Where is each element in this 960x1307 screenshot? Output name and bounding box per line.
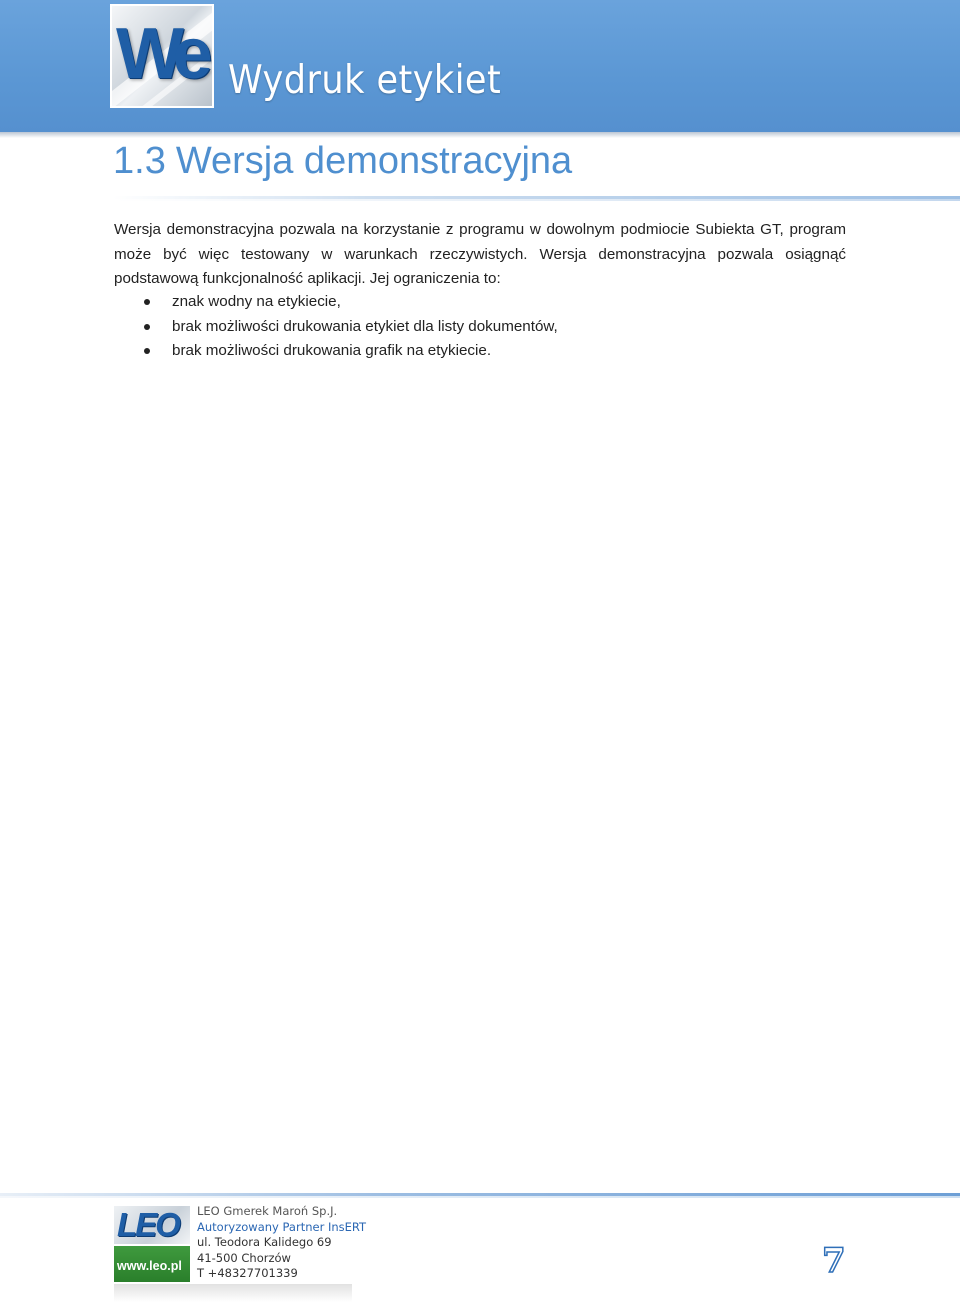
company-logo: [114, 1206, 190, 1282]
body-text: [114, 218, 846, 292]
list-item-text: brak możliwości drukowania grafik na etykiecie.: [172, 342, 492, 359]
limitations-list: [140, 290, 558, 364]
bullet-icon: [144, 348, 150, 354]
footer-divider-shade: [0, 1196, 960, 1198]
company-partner: Autoryzowany Partner InsERT: [197, 1219, 367, 1234]
section-number: 1.3: [113, 140, 166, 182]
company-name: LEO Gmerek Maroń Sp.J.: [197, 1204, 338, 1218]
header-shadow: [0, 132, 960, 138]
company-logo-text: LEO: [117, 1206, 179, 1243]
company-logo-top: [114, 1206, 190, 1244]
bullet-icon: [144, 324, 150, 330]
company-info: [197, 1204, 366, 1282]
company-city: 41-500 Chorzów: [197, 1250, 291, 1265]
company-phone: T +48327701339: [197, 1266, 298, 1280]
list-item: [140, 290, 558, 315]
product-logo: [110, 4, 214, 108]
section-heading: [113, 140, 572, 183]
heading-divider-shade: [113, 199, 960, 201]
body-paragraph: Wersja demonstracyjna pozwala na korzystanie z programu w dowolnym podmiocie Subiekta GT, program może być więc testowany w warunkach rzeczywistych. Wersja demonstracyjna pozwala osiągnąć podstawową funkcjonalność aplikacji. Jej ograniczenia to:: [114, 221, 846, 287]
page-number: 7: [822, 1241, 846, 1281]
list-item: [140, 315, 558, 340]
list-item: [140, 339, 558, 364]
bullet-icon: [144, 299, 150, 305]
logo-reflection: [114, 1284, 352, 1302]
list-item-text: brak możliwości drukowania etykiet dla listy dokumentów,: [172, 317, 558, 335]
list-item-text: znak wodny na etykiecie,: [172, 293, 341, 310]
company-url: www.leo.pl: [117, 1259, 182, 1273]
company-logo-bottom: [114, 1246, 190, 1282]
header-title: Wydruk etykiet: [228, 58, 502, 103]
section-title: Wersja demonstracyjna: [175, 140, 573, 182]
company-address: ul. Teodora Kalidego 69: [197, 1235, 332, 1249]
product-logo-text: We: [116, 14, 203, 94]
